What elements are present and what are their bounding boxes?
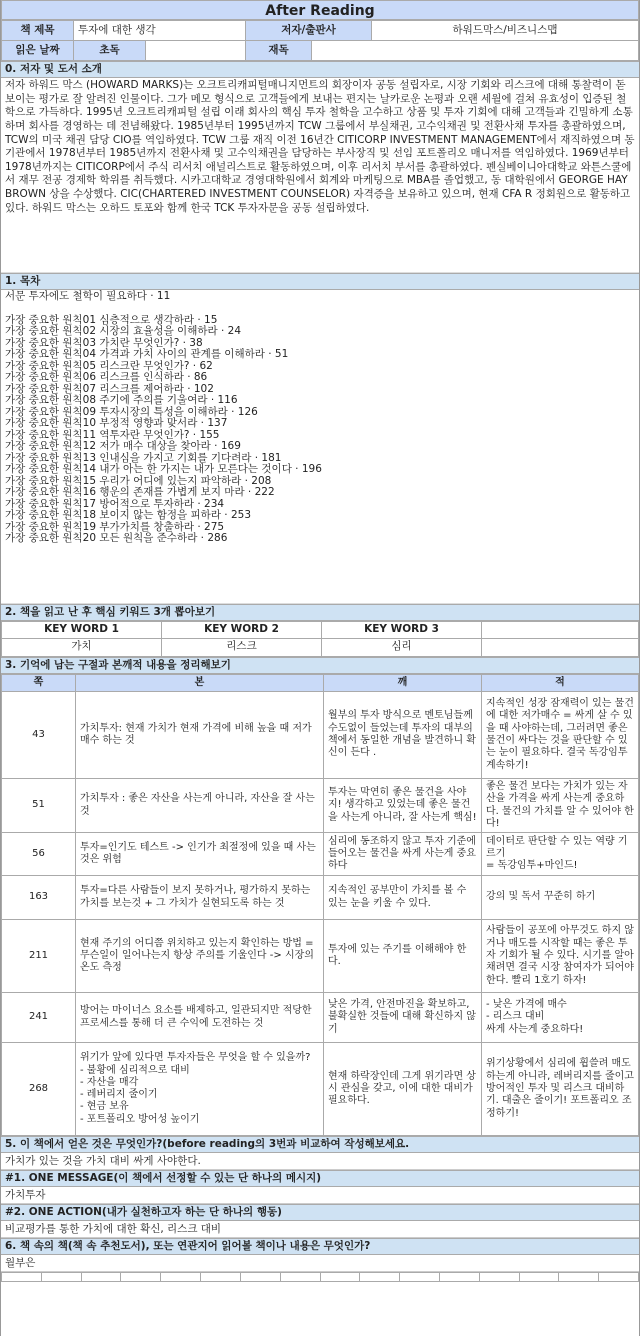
note-jeok[interactable]: 강의 및 독서 꾸준히 하기 xyxy=(482,876,639,920)
toc-item: 가장 중요한 원칙17 방어적으로 투자하라 · 234 xyxy=(5,497,225,510)
toc-item: 가장 중요한 원칙07 리스크를 제어하라 · 102 xyxy=(5,382,214,395)
one-message-answer[interactable]: 가치투자 xyxy=(1,1187,639,1204)
meta-table xyxy=(1,20,639,61)
col-jeok: 적 xyxy=(482,674,639,691)
toc-preface: 서문 투자에도 철학이 필요하다 · 11 xyxy=(5,290,171,302)
q5-heading: 5. 이 책에서 얻은 것은 무엇인가?(before reading의 3번과 비교하여 작성해보세요. xyxy=(1,1136,639,1153)
toc-item: 가장 중요한 원칙14 내가 아는 한 가지는 내가 모른다는 것이다 · 196 xyxy=(5,463,322,475)
first-read-value[interactable] xyxy=(146,41,246,61)
one-message-heading: #1. ONE MESSAGE(이 책에서 선정할 수 있는 단 하나의 메시지) xyxy=(1,1170,639,1187)
note-jeok[interactable]: 데이터로 판단할 수 있는 역량 기르기 = 독강임투+마인드! xyxy=(482,833,639,876)
note-jeok[interactable]: - 낮은 가격에 매수 - 리스크 대비 싸게 사는게 중요하다! xyxy=(482,993,639,1043)
note-bon[interactable]: 가치투자 : 좋은 자산을 사는게 아니라, 자산을 잘 사는 것 xyxy=(76,778,324,832)
keyword-2-label: KEY WORD 2 xyxy=(162,622,322,639)
keyword-3-value[interactable]: 심리 xyxy=(322,638,482,656)
notes-heading: 3. 기억에 남는 구절과 본깨적 내용을 정리해보기 xyxy=(1,657,639,674)
toc-item: 가장 중요한 원칙04 가격과 가치 사이의 관계를 이해하라 · 51 xyxy=(5,348,289,360)
one-action-heading: #2. ONE ACTION(내가 실천하고자 하는 단 하나의 행동) xyxy=(1,1204,639,1221)
col-page: 쪽 xyxy=(2,674,76,691)
notes-table xyxy=(1,674,639,1136)
keyword-2-value[interactable]: 리스크 xyxy=(162,638,322,656)
note-row xyxy=(2,876,639,920)
toc-item: 가장 중요한 원칙20 모든 원칙을 준수하라 · 286 xyxy=(5,532,228,544)
toc-item: 가장 중요한 원칙06 리스크를 인식하라 · 86 xyxy=(5,371,208,383)
keyword-1-value[interactable]: 가치 xyxy=(2,638,162,656)
author-label: 저자/출판사 xyxy=(246,21,372,41)
note-page[interactable]: 56 xyxy=(2,833,76,876)
author-value[interactable]: 하워드막스/비즈니스맵 xyxy=(372,21,639,41)
keyword-3-label: KEY WORD 3 xyxy=(322,622,482,639)
q5-answer[interactable]: 가치가 있는 것을 가치 대비 싸게 사야한다. xyxy=(1,1153,639,1170)
note-kkae[interactable]: 지속적인 공부만이 가치를 볼 수 있는 눈을 키울 수 있다. xyxy=(324,876,482,920)
note-bon[interactable]: 투자=다른 사람들이 보지 못하거나, 평가하지 못하는 가치를 보는것 + 그 가치가 실현되도록 하는 것 xyxy=(76,876,324,920)
note-jeok[interactable]: 사람들이 공포에 아무것도 하지 않거나 매도를 시작할 때는 좋은 투자 기회가 될 수 있다. 시기를 알아채려면 결국 시장 참여자가 되어야 한다. 빨리 1호기 하자! xyxy=(482,920,639,993)
toc-heading: 1. 목차 xyxy=(1,273,639,290)
reread-label: 재독 xyxy=(246,41,312,61)
reread-value[interactable] xyxy=(312,41,639,61)
note-kkae[interactable]: 현재 하락장인데 그게 위기라면 상시 관심을 갖고, 이에 대한 대비가 필요하다. xyxy=(324,1043,482,1136)
toc-item: 가장 중요한 원칙16 행운의 존재를 가볍게 보지 마라 · 222 xyxy=(5,486,275,498)
q6-heading: 6. 책 속의 책(책 속 추천도서), 또는 연관지어 읽어볼 책이나 내용은 무엇인가? xyxy=(1,1238,639,1255)
note-page[interactable]: 241 xyxy=(2,993,76,1043)
first-read-label: 초독 xyxy=(74,41,146,61)
book-title-label: 책 제목 xyxy=(2,21,74,41)
note-row xyxy=(2,993,639,1043)
note-jeok[interactable]: 좋은 물건 보다는 가치가 있는 자산을 가격을 싸게 사는게 중요하다. 물건의 가치를 알 수 있어야 한다! xyxy=(482,778,639,832)
note-page[interactable]: 43 xyxy=(2,691,76,778)
note-kkae[interactable]: 투자에 있는 주기를 이해해야 한다. xyxy=(324,920,482,993)
one-action-answer[interactable]: 비교평가를 통한 가치에 대한 확신, 리스크 대비 xyxy=(1,1221,639,1238)
note-row xyxy=(2,1043,639,1136)
note-page[interactable]: 163 xyxy=(2,876,76,920)
col-bon: 본 xyxy=(76,674,324,691)
note-kkae[interactable]: 낮은 가격, 안전마진을 확보하고, 불확실한 것들에 대해 확신하지 않기 xyxy=(324,993,482,1043)
q6-answer[interactable]: 월부은 xyxy=(1,1255,639,1272)
toc-item: 가장 중요한 원칙13 인내심을 가지고 기회를 기다려라 · 181 xyxy=(5,451,282,464)
toc-item: 가장 중요한 원칙15 우리가 어디에 있는지 파악하라 · 208 xyxy=(5,474,272,487)
keywords-heading: 2. 책을 읽고 난 후 핵심 키워드 3개 뽑아보기 xyxy=(1,604,639,621)
note-bon[interactable]: 현재 주기의 어디쯤 위치하고 있는지 확인하는 방법 = 무슨일이 일어나는지 항상 주의를 기울인다 -> 시장의 온도 측정 xyxy=(76,920,324,993)
note-kkae[interactable]: 심리에 동조하지 않고 투자 기준에 들어오는 물건을 싸게 사는게 중요하다 xyxy=(324,833,482,876)
col-kkae: 깨 xyxy=(324,674,482,691)
note-bon[interactable]: 위기가 앞에 있다면 투자자들은 무엇을 할 수 있을까? - 불황에 심리적으로 대비 - 자산을 매각 - 레버리지 줄이기 - 현금 보유 - 포트폴리오 방어성 높이기 xyxy=(76,1043,324,1136)
keyword-1-label: KEY WORD 1 xyxy=(2,622,162,639)
toc-list xyxy=(1,290,639,604)
intro-text: 저자 하워드 막스 (HOWARD MARKS)는 오크트리캐피털매니지먼트의 회장이자 공동 설립자로, 시장 기회와 리스크에 대해 통찰력이 돋보이는 평가로 잘 알려진 인물이다. 그가 메모 형식으로 고객들에게 보내는 편지는 날카로운 논평과 오랜 세월에 걸쳐 유효성이 입증된 철학으로 가득하다. 1995년 오크트리캐피털 설립 이래 회사의 핵심 투자 철학을 고수하고 상품 및 투자 기회에 대해 고객들과 긴밀하게 소통하며 회사를 경영하는 데 전념해왔다. 1985년부터 1995년까지 TCW 그룹에서 부실채권, 고수익채권 및 전환사채 투자를 총괄하였으며, TCW의 미국 채권 담당 CIO를 역임하였다. TCW 그룹 재직 이전 16년간 CITICORP INVESTMENT MANAGEMENT에서 재직하였으며 동 기관에서 1978년부터 1985년까지 전환사채 및 고수익채권을 담당하는 부사장직 및 선임 포트폴리오 매니저를 역임하였다. 1969년부터 1978년까지는 CITICORP에서 주식 리서치 애널리스트로 활동하였으며, 이후 리서치 부서를 총괄하였다. 펜실베이니아대학교 와튼스쿨에서 재무 전공 경제학 학위를 취득했다. 시카고대학교 경영대학원에서 회계와 마케팅으로 MBA를 졸업했고, 동 대학원에서 GEORGE HAY BROWN 상을 수상했다. CIC(CHARTERED INVESTMENT COUNSELOR) 자격증을 보유하고 있으며, 현재 CFA R 정회원으로 활동하고 있다. 하워드 막스는 오하드 토포와 함께 한국 TCK 투자자문을 공동 설립하였다. xyxy=(1,78,639,273)
toc-item: 가장 중요한 원칙01 심층적으로 생각하라 · 15 xyxy=(5,313,218,326)
toc-item: 가장 중요한 원칙03 가치란 무엇인가? · 38 xyxy=(5,336,203,349)
note-jeok[interactable]: 지속적인 성장 잠재력이 있는 물건에 대한 저가매수 = 싸게 살 수 있을 때 사야하는데, 그러려면 좋은 물건이 싸다는 것을 판단할 수 있는 눈이 필요하다. 결국 독강임투 계속하기! xyxy=(482,691,639,778)
note-bon[interactable]: 투자=인기도 테스트 -> 인기가 최절정에 있을 때 사는 것은 위험 xyxy=(76,833,324,876)
note-row xyxy=(2,691,639,778)
note-jeok[interactable]: 위기상황에서 심리에 휩쓸려 매도하는게 아니라, 레버리지를 줄이고 방어적인 투자 및 리스크 대비하기. 대출은 줄이기! 포트폴리오 조정하기! xyxy=(482,1043,639,1136)
page-title: After Reading xyxy=(1,0,639,20)
toc-item: 가장 중요한 원칙08 주기에 주의를 기울여라 · 116 xyxy=(5,394,238,406)
toc-item: 가장 중요한 원칙18 보이지 않는 함정을 피하라 · 253 xyxy=(5,509,252,521)
note-kkae[interactable]: 투자는 막연히 좋은 물건을 사야지! 생각하고 있었는데 좋은 물건을 사는게 아니라, 잘 사는게 핵심! xyxy=(324,778,482,832)
bottom-grid xyxy=(1,1272,639,1282)
toc-item: 가장 중요한 원칙10 부정적 영향과 맞서라 · 137 xyxy=(5,417,228,429)
note-page[interactable]: 268 xyxy=(2,1043,76,1136)
book-title-value[interactable]: 투자에 대한 생각 xyxy=(74,21,246,41)
keywords-table xyxy=(1,621,639,657)
toc-item: 가장 중요한 원칙02 시장의 효율성을 이해하라 · 24 xyxy=(5,325,241,337)
note-row xyxy=(2,778,639,832)
toc-item: 가장 중요한 원칙09 투자시장의 특성을 이해하라 · 126 xyxy=(5,405,258,418)
toc-item: 가장 중요한 원칙11 역투자란 무엇인가? · 155 xyxy=(5,428,220,441)
note-kkae[interactable]: 월부의 투자 방식으로 멘토님들께 수도없이 들었는데 투자의 대부의 책에서 동일한 개념을 발견하니 확신이 든다 . xyxy=(324,691,482,778)
note-page[interactable]: 51 xyxy=(2,778,76,832)
toc-item: 가장 중요한 원칙12 저가 매수 대상을 찾아라 · 169 xyxy=(5,440,241,452)
note-bon[interactable]: 방어는 마이너스 요소를 배제하고, 일관되지만 적당한 프로세스를 통해 더 큰 수익에 도전하는 것 xyxy=(76,993,324,1043)
note-row xyxy=(2,920,639,993)
intro-heading: 0. 저자 및 도서 소개 xyxy=(1,61,639,78)
read-date-label: 읽은 날짜 xyxy=(2,41,74,61)
toc-item: 가장 중요한 원칙19 부가가치를 창출하라 · 275 xyxy=(5,520,225,533)
note-row xyxy=(2,833,639,876)
note-page[interactable]: 211 xyxy=(2,920,76,993)
note-bon[interactable]: 가치투자: 현재 가치가 현재 가격에 비해 높을 때 저가매수 하는 것 xyxy=(76,691,324,778)
toc-item: 가장 중요한 원칙05 리스크란 무엇인가? · 62 xyxy=(5,359,213,372)
